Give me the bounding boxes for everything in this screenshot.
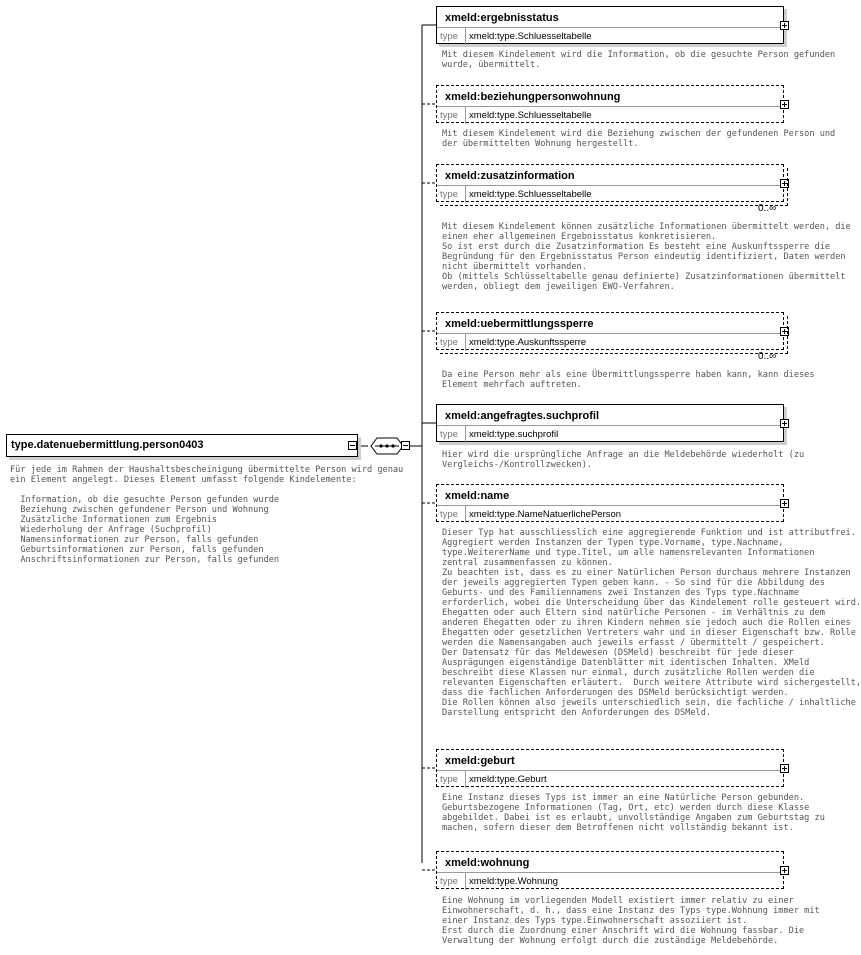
element-name: xmeld:zusatzinformation: [445, 170, 575, 182]
element-type-row: [437, 106, 783, 124]
element-type-row: [437, 505, 783, 523]
element-description: Hier wird die ursprüngliche Anfrage an die Meldebehörde wiederholt (zu Vergleichs-/Kontrollzwecken).: [442, 450, 805, 470]
type-separator: [465, 107, 466, 124]
cardinality-label: 0..∞: [758, 351, 777, 362]
type-label: type: [440, 337, 458, 348]
element-type: xmeld:type.Wohnung: [469, 876, 559, 887]
element-type-row: [437, 770, 783, 788]
element-description: Da eine Person mehr als eine Übermittlungssperre haben kann, kann dieses Element mehrfach auftreten.: [442, 370, 815, 390]
type-label: type: [440, 189, 458, 200]
root-type-name: type.datenuebermittlung.person0403: [11, 439, 204, 451]
expand-icon[interactable]: [780, 100, 789, 109]
element-type-row: [437, 333, 783, 351]
element-box[interactable]: [436, 164, 784, 202]
cardinality-label: 0..∞: [758, 203, 777, 214]
root-description: Für jede im Rahmen der Haushaltsbescheinigung übermittelte Person wird genau ein Element angelegt. Dieses Element umfasst folgende Kindelemente: Information, ob die gesuchte Person gefunden wurde Beziehung zwischen gefundener Person und Wohnung Zusätzliche Informationen zum Ergebnis Wiederholung der Anfrage (Suchprofil) Namensinformationen zur Person, falls gefunden Geburtsinformationen zur Person, falls gefunden Anschriftsinformationen zur Person, falls gefunden: [10, 465, 404, 565]
expand-icon[interactable]: [780, 866, 789, 875]
sequence-collapse-icon[interactable]: [401, 441, 410, 450]
element-box[interactable]: [436, 851, 784, 889]
element-name: xmeld:name: [445, 490, 510, 502]
element-type-row: [437, 27, 783, 45]
type-label: type: [440, 774, 458, 785]
element-name: xmeld:angefragtes.suchprofil: [445, 410, 600, 422]
element-type: xmeld:type.Auskunftssperre: [469, 337, 587, 348]
element-type: xmeld:type.Schluesseltabelle: [469, 31, 592, 42]
element-type: xmeld:type.Schluesseltabelle: [469, 110, 592, 121]
type-label: type: [440, 31, 458, 42]
expand-icon[interactable]: [780, 764, 789, 773]
expand-icon[interactable]: [780, 419, 789, 428]
element-name: xmeld:uebermittlungssperre: [445, 318, 594, 330]
type-label: type: [440, 429, 458, 440]
expand-icon[interactable]: [780, 499, 789, 508]
type-separator: [465, 28, 466, 45]
element-type-row: [437, 872, 783, 890]
element-box[interactable]: [436, 749, 784, 787]
element-name: xmeld:beziehungpersonwohnung: [445, 91, 621, 103]
expand-icon[interactable]: [780, 179, 789, 188]
root-type-box[interactable]: [6, 434, 358, 457]
expand-icon[interactable]: [780, 21, 789, 30]
element-box[interactable]: [436, 404, 784, 442]
element-type: xmeld:type.suchprofil: [469, 429, 559, 440]
element-type-row: [437, 425, 783, 443]
element-type-row: [437, 185, 783, 203]
element-box[interactable]: [436, 6, 784, 44]
element-box[interactable]: [436, 312, 784, 350]
type-separator: [465, 186, 466, 203]
element-description: Eine Wohnung im vorliegenden Modell existiert immer relativ zu einer Einwohnerschaft, d. h., dass eine Instanz des Typs type.Wohnung immer mit einer Instanz des Typs type.Einwohnerschaft assoziiert ist. Erst durch die Zuordnung einer Anschrift wird die Wohnung fassbar. Die Verwaltung der Wohnung erfolgt durch die zuständige Meldebehörde.: [442, 896, 820, 946]
branch-lines: [422, 25, 436, 870]
collapse-icon[interactable]: [348, 441, 357, 450]
type-separator: [465, 771, 466, 788]
type-separator: [465, 506, 466, 523]
element-description: Dieser Typ hat ausschliesslich eine aggregierende Funktion und ist attributfrei. Aggregiert werden Instanzen der Typen type.Vorname, type.Nachname, type.WeitererName und type.Titel, um alle namensrelevanten Informationen zentral zusammenfassen zu können. Zu beachten ist, dass es zu einer Natürlichen Person durchaus mehrere Instanzen der jeweils aggregierten Typen geben kann. - So sind für die Abbildung des Geburts- und des Familiennamens zwei Instanzen des Typs type.Nachname erforderlich, wobei die Unterscheidung über das Kindelement rolle gesteuert wird. Ehegatten oder auch Eltern sind natürliche Personen - im Verhältnis zu dem anderen Ehegatten oder zu ihren Kindern nehmen sie jedoch auch die Rollen eines Ehegatten oder gesetzlichen Vertreters wahr und in dieser Eigenschaft bzw. Rolle werden die Namensangaben auch jeweils erfasst / übermittelt / gespeichert. Der Datensatz für das Meldewesen (DSMeld) beschreibt für jede dieser Ausprägungen eigenständige Datenblätter mit identischen Inhalten. XMeld beschreibt diese Klassen nur einmal, durch zusätzliche Rollen werden die relevanten Eigenschaften erläutert. Durch weitere Attribute wird sichergestellt, dass die fachlichen Anforderungen des DSMeld berücksichtigt werden. Die Rollen können also jeweils unterschiedlich sein, die fachliche / inhaltliche Darstellung entspricht den Anforderungen des DSMeld.: [442, 528, 861, 718]
element-name: xmeld:ergebnisstatus: [445, 12, 559, 24]
element-description: Mit diesem Kindelement können zusätzliche Informationen übermittelt werden, die einen eher allgemeinen Ergebnisstatus konkretisieren. So ist erst durch die Zusatzinformation Es besteht eine Auskunftssperre die Begründung für den Ergebnisstatus Person eindeutig identifiziert, Daten werden nicht übermittelt vorhanden. Ob (mittels Schlüsseltabelle genau definierte) Zusatzinformationen übermittelt werden, obliegt dem jeweiligen EWO-Verfahren.: [442, 222, 851, 292]
element-type: xmeld:type.Schluesseltabelle: [469, 189, 592, 200]
element-type: xmeld:type.Geburt: [469, 774, 547, 785]
sequence-icon: [371, 438, 403, 454]
type-separator: [465, 873, 466, 890]
element-box[interactable]: [436, 484, 784, 522]
type-label: type: [440, 509, 458, 520]
element-name: xmeld:wohnung: [445, 857, 530, 869]
expand-icon[interactable]: [780, 327, 789, 336]
element-box[interactable]: [436, 85, 784, 123]
type-separator: [465, 426, 466, 443]
element-description: Eine Instanz dieses Typs ist immer an eine Natürliche Person gebunden. Geburtsbezogene Informationen (Tag, Ort, etc) werden durch diese Klasse abgebildet. Dabei ist es erlaubt, unvollständige Angaben zum Geburtstag zu machen, sofern dieser dem Betroffenen nicht vollständig bekannt ist.: [442, 793, 825, 833]
type-label: type: [440, 110, 458, 121]
type-separator: [465, 334, 466, 351]
element-description: Mit diesem Kindelement wird die Beziehung zwischen der gefundenen Person und der übermittelten Wohnung hergestellt.: [442, 129, 836, 149]
element-name: xmeld:geburt: [445, 755, 515, 767]
element-description: Mit diesem Kindelement wird die Information, ob die gesuchte Person gefunden wurde, übermittelt.: [442, 50, 836, 70]
element-type: xmeld:type.NameNatuerlichePerson: [469, 509, 622, 520]
type-label: type: [440, 876, 458, 887]
